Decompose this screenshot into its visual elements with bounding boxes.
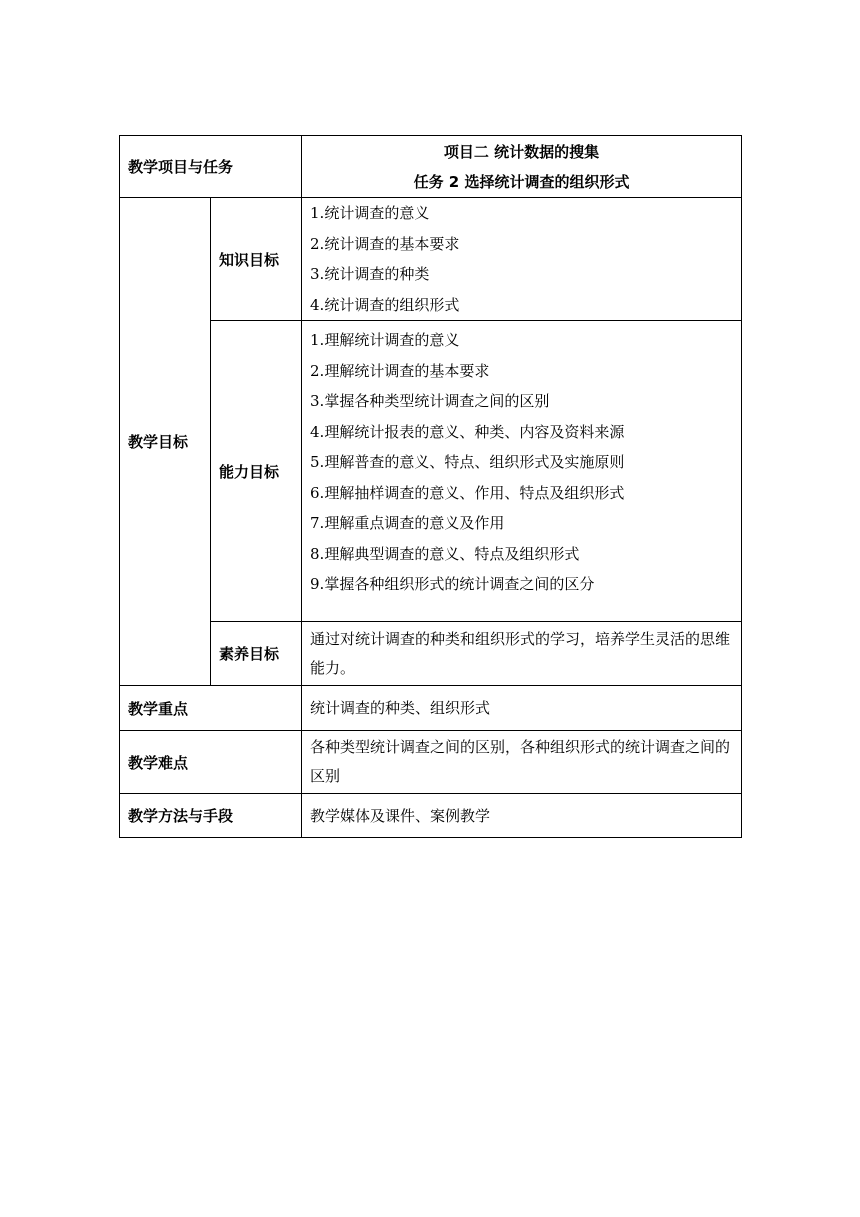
literacy-objectives-label: 素养目标: [211, 622, 302, 686]
row-difficulties: [120, 731, 742, 794]
list-item: 1.理解统计调查的意义: [310, 331, 460, 349]
row-methods: [120, 794, 742, 838]
list-item: 2.理解统计调查的基本要求: [310, 361, 490, 380]
project-task-label: 教学项目与任务: [120, 136, 302, 198]
knowledge-objectives-list: [302, 198, 742, 321]
project-task-title: [302, 136, 742, 198]
list-item: 3.掌握各种类型统计调查之间的区别: [310, 392, 550, 410]
literacy-text: 通过对统计调查的种类和组织形式的学习，培养学生灵活的思维能力。: [310, 629, 731, 677]
difficulties-paragraph: 各种类型统计调查之间的区别，各种组织形式的统计调查之间的区别: [310, 738, 731, 785]
key-points-label: 教学重点: [120, 686, 302, 731]
lesson-plan-table: [119, 135, 742, 838]
row-key-points: [120, 686, 742, 731]
list-item: 8.理解典型调查的意义、特点及组织形式: [310, 544, 580, 563]
ability-objectives-label: 能力目标: [211, 321, 302, 622]
list-item: 5.理解普查的意义、特点、组织形式及实施原则: [310, 453, 625, 471]
list-item: 4.统计调查的组织形式: [310, 295, 460, 314]
task-title: 任务 2 选择统计调查的组织形式: [413, 172, 630, 191]
objectives-label: 教学目标: [120, 198, 211, 686]
row-knowledge-objectives: [120, 198, 742, 321]
knowledge-objectives-label: 知识目标: [211, 198, 302, 321]
row-ability-objectives: [120, 321, 742, 622]
list-item: 1.统计调查的意义: [310, 204, 430, 222]
key-points-text: 统计调查的种类、组织形式: [302, 686, 742, 731]
difficulties-text: [302, 731, 742, 794]
list-item: 4.理解统计报表的意义、种类、内容及资料来源: [310, 422, 625, 441]
literacy-objectives-text: [302, 622, 742, 686]
list-item: 6.理解抽样调查的意义、作用、特点及组织形式: [310, 483, 625, 502]
difficulties-label: 教学难点: [120, 731, 302, 794]
row-project-task: [120, 136, 742, 198]
methods-text: 教学媒体及课件、案例教学: [302, 794, 742, 838]
project-title: 项目二 统计数据的搜集: [443, 142, 600, 161]
list-item: 2.统计调查的基本要求: [310, 234, 460, 253]
ability-objectives-list: [302, 321, 742, 622]
list-item: 7.理解重点调查的意义及作用: [310, 514, 505, 532]
list-item: 9.掌握各种组织形式的统计调查之间的区分: [310, 575, 595, 593]
row-literacy-objectives: [120, 622, 742, 686]
list-item: 3.统计调查的种类: [310, 265, 430, 283]
methods-label: 教学方法与手段: [120, 794, 302, 838]
